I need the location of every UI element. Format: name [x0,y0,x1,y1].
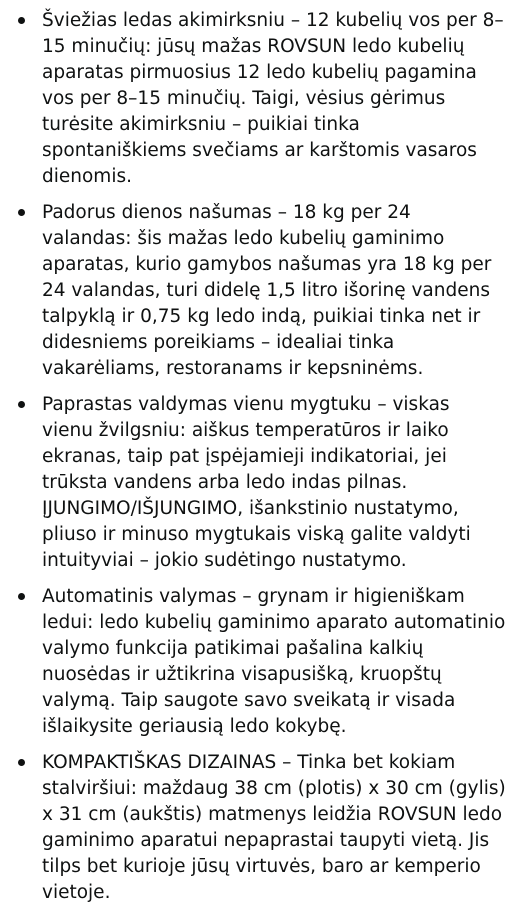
feature-bullet-text: Šviežias ledas akimirksniu – 12 kubelių vos per 8–15 minučių: jūsų mažas ROVSUN ledo kubelių aparatas pirmuosius 12 ledo kubelių pagamina vos per 8–15 minučių. Taigi, vėsius gėrimus turėsite akimirksniu – puikiai tinka spontaniškiems svečiams ar karštomis vasaros dienomis. [42,10,504,187]
bullet-dot-icon [18,209,25,216]
feature-bullet-daily-output [14,200,506,382]
feature-bullet-self-cleaning [14,584,506,740]
feature-bullet-text: KOMPAKTIŠKAS DIZAINAS – Tinka bet kokiam stalviršiui: maždaug 38 cm (plotis) x 30 cm (gylis) x 31 cm (aukštis) matmenys leidžia ROVSUN ledo gaminimo aparatui nepaprastai taupyti vietą. Jis tilps bet kurioje jūsų virtuvės, baro ar kemperio vietoje. [42,752,506,903]
feature-bullet-ice-speed [14,8,506,190]
feature-bullet-list [14,8,506,916]
feature-bullet-text: Paprastas valdymas vienu mygtuku – viskas vienu žvilgsniu: aiškus temperatūros ir laiko ekranas, taip pat įspėjamieji indikatoriai, jei trūksta vandens arba ledo indas pilnas. ĮJUNGIMO/IŠJUNGIMO, išankstinio nustatymo, pliuso ir minuso mygtukais viską galite valdyti intuityviai – jokio sudėtingo nustatymo. [42,394,471,571]
bullet-dot-icon [18,401,25,408]
feature-bullet-compact-design [14,750,506,906]
feature-bullet-text: Automatinis valymas – grynam ir higieniškam ledui: ledo kubelių gaminimo aparato automatinio valymo funkcija patikimai pašalina kalkių nuosėdas ir užtikrina visapusišką, kruopštų valymą. Taip saugote savo sveikatą ir visada išlaikysite geriausią ledo kokybę. [42,586,506,737]
feature-bullet-text: Padorus dienos našumas – 18 kg per 24 valandas: šis mažas ledo kubelių gaminimo aparatas, kurio gamybos našumas yra 18 kg per 24 valandas, turi didelę 1,5 litro išorinę vandens talpyklą ir 0,75 kg ledo indą, puikiai tinka net ir didesniems poreikiams – idealiai tinka vakarėliams, restoranams ir kepsninėms. [42,202,492,379]
bullet-dot-icon [18,17,25,24]
bullet-dot-icon [18,759,25,766]
bullet-dot-icon [18,593,25,600]
feature-bullet-controls [14,392,506,574]
